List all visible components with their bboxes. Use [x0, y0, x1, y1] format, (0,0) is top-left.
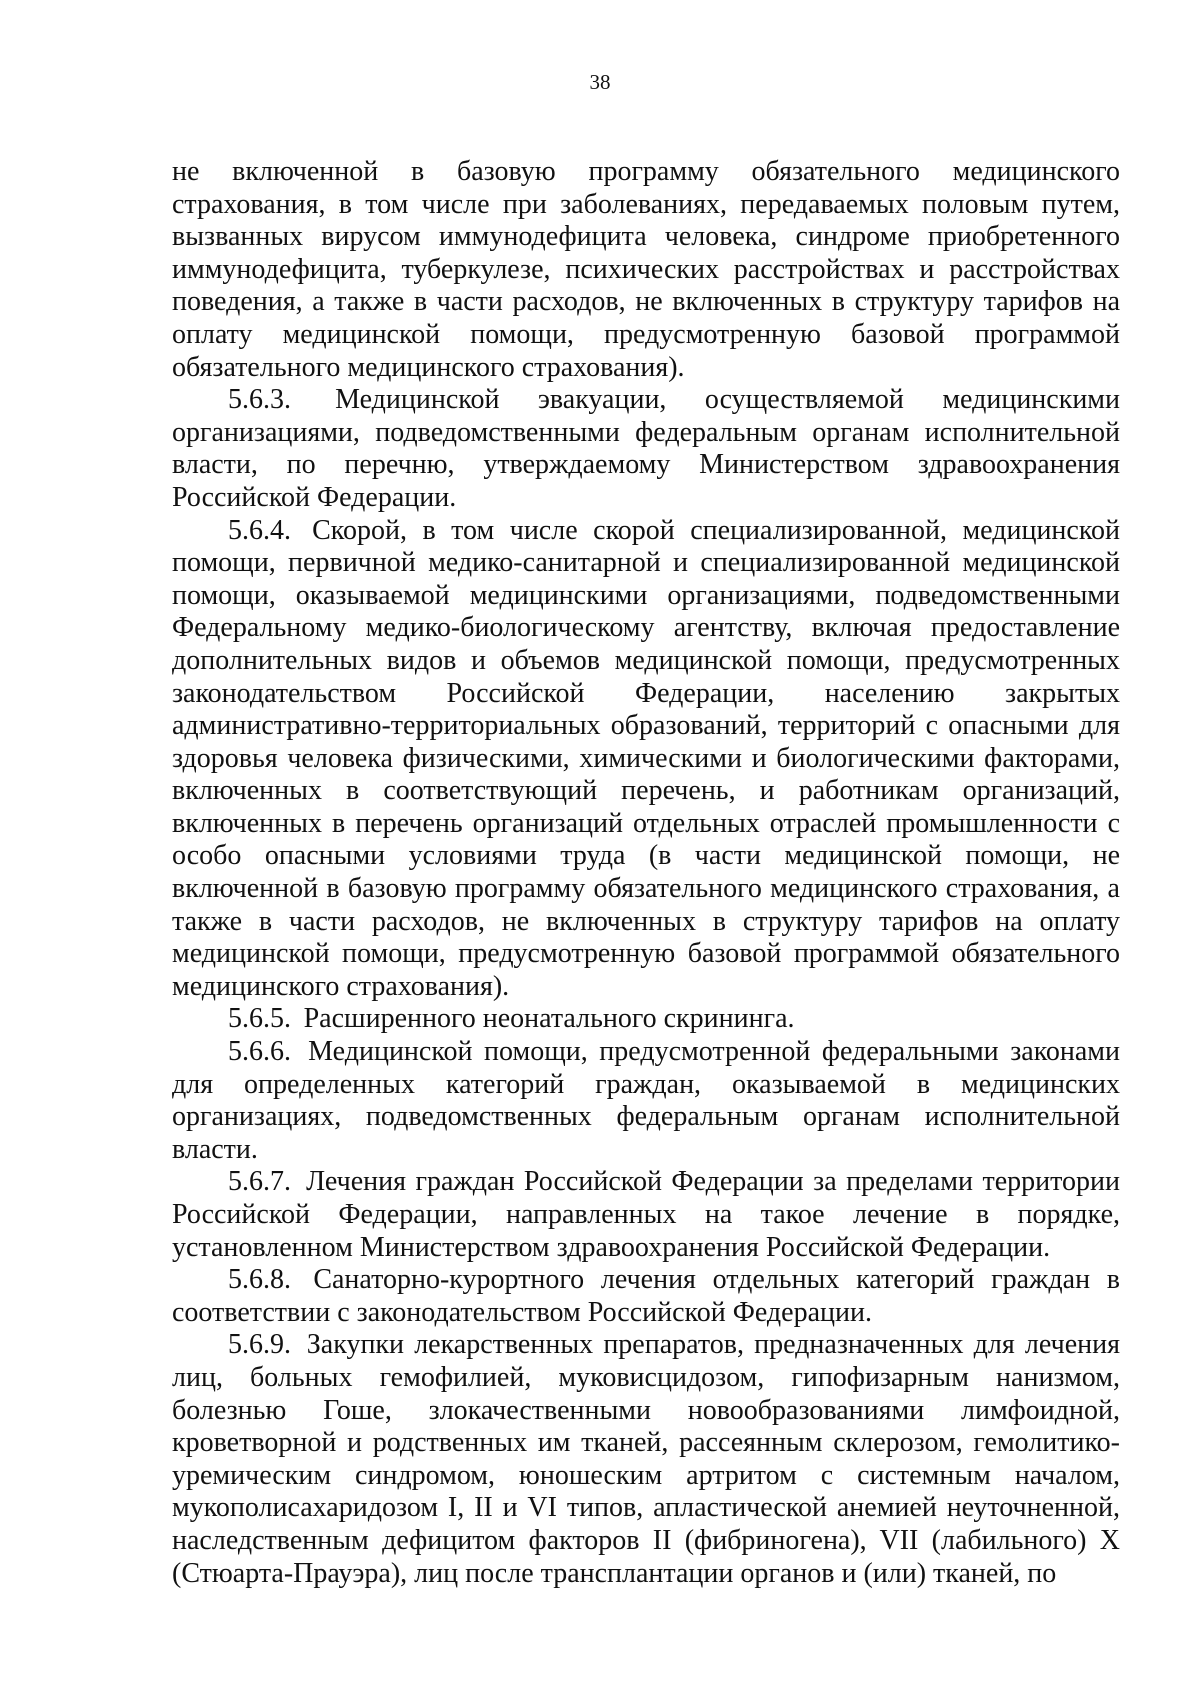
paragraph-number: 5.6.7. [228, 1166, 291, 1198]
document-body [172, 156, 1120, 1590]
paragraph-5-6-8 [172, 1264, 1120, 1329]
paragraph-text: Закупки лекарственных препаратов, предназначенных для лечения лиц, больных гемофилией, муковисцидозом, гипофизарным нанизмом, болезнью Гоше, злокачественными новообразованиями лимфоидной, кроветворной и родственных им тканей, рассеянным склерозом, гемолитико-уремическим синдромом, юношеским артритом с системным началом, мукополисахаридозом I, II и VI типов, апластической анемией неуточненной, наследственным дефицитом факторов II (фибриногена), VII (лабильного) X (Стюарта-Прауэра), лиц после трансплантации органов и (или) тканей, по [172, 1329, 1120, 1589]
paragraph-number: 5.6.9. [228, 1329, 291, 1361]
paragraph-5-6-9 [172, 1329, 1120, 1590]
paragraph-number: 5.6.4. [228, 514, 291, 546]
paragraph-text: Расширенного неонатального скрининга. [303, 1003, 795, 1035]
paragraph-continuation [172, 156, 1120, 384]
paragraph-5-6-3 [172, 384, 1120, 514]
paragraph-text: Лечения граждан Российской Федерации за пределами территории Российской Федерации, направленных на такое лечение в порядке, установленном Министерством здравоохранения Российской Федерации. [172, 1166, 1120, 1263]
paragraph-text: Медицинской эвакуации, осуществляемой медицинскими организациями, подведомственными федеральным органам исполнительной власти, по перечню, утверждаемому Министерством здравоохранения Российской Федерации. [172, 384, 1121, 513]
paragraph-number: 5.6.8. [228, 1264, 291, 1296]
paragraph-text: Санаторно-курортного лечения отдельных категорий граждан в соответствии с законодательством Российской Федерации. [172, 1264, 1120, 1328]
paragraph-text: Скорой, в том числе скорой специализированной, медицинской помощи, первичной медико-санитарной и специализированной медицинской помощи, оказываемой медицинскими организациями, подведомственными Федеральному медико-биологическому агентству, включая предоставление дополнительных видов и объемов медицинской помощи, предусмотренных законодательством Российской Федерации, населению закрытых административно-территориальных образований, территорий с опасными для здоровья человека физическими, химическими и биологическими факторами, включенных в соответствующий перечень, и работникам организаций, включенных в перечень организаций отдельных отраслей промышленности с особо опасными условиями труда (в части медицинской помощи, не включенной в базовую программу обязательного медицинского страхования, а также в части расходов, не включенных в структуру тарифов на оплату медицинской помощи, предусмотренную базовой программой обязательного медицинского страхования). [172, 514, 1121, 1002]
paragraph-number: 5.6.5. [228, 1003, 291, 1035]
paragraph-5-6-6 [172, 1036, 1120, 1166]
paragraph-number: 5.6.3. [228, 384, 291, 416]
page-number: 38 [589, 70, 611, 94]
paragraph-5-6-7 [172, 1166, 1120, 1264]
paragraph-text: не включенной в базовую программу обязательного медицинского страхования, в том числе при заболеваниях, передаваемых половым путем, вызванных вирусом иммунодефицита человека, синдроме приобретенного иммунодефицита, туберкулезе, психических расстройствах и расстройствах поведения, а также в части расходов, не включенных в структуру тарифов на оплату медицинской помощи, предусмотренную базовой программой обязательного медицинского страхования). [172, 156, 1120, 383]
paragraph-number: 5.6.6. [228, 1036, 291, 1068]
paragraph-5-6-5 [172, 1003, 1120, 1036]
paragraph-text: Медицинской помощи, предусмотренной федеральными законами для определенных категорий граждан, оказываемой в медицинских организациях, подведомственных федеральным органам исполнительной власти. [172, 1036, 1120, 1165]
paragraph-5-6-4 [172, 515, 1120, 1004]
